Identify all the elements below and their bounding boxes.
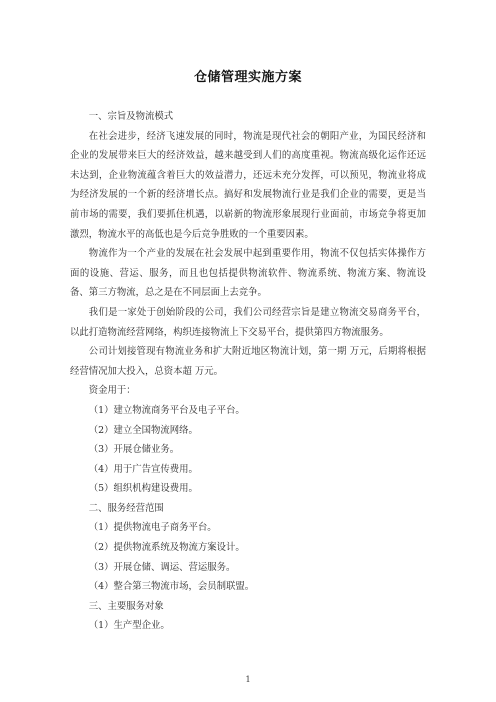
funds-item-1: （1）建立物流商务平台及电子平台。	[88, 404, 245, 416]
funds-item-2: （2）建立全国物流网络。	[88, 424, 198, 436]
paragraph-2: 物流作为一个产业的发展在社会发展中起到重要作用，物流不仅包括实体操作方面的设施、营运、服务，而且也包括提供物流软件、物流系统、物流方案、物流设备、第三方物流，总之是在不同层面上去竞争。	[70, 248, 426, 299]
section-heading-3: 三、主要服务对象	[88, 600, 164, 612]
document-title: 仓储管理实施方案	[193, 70, 302, 85]
section-heading-1: 一、宗旨及物流模式	[88, 111, 174, 122]
funds-item-5: （5）组织机构建设费用。	[88, 483, 198, 495]
scope-item-3: （3）开展仓储、调运、营运服务。	[88, 561, 236, 573]
page-number: 1	[245, 675, 251, 684]
paragraph-1: 在社会进步，经济飞速发展的同时，物流是现代社会的朝阳产业，为国民经济和企业的发展带来巨大的经济效益，越来越受到人们的高度重视。物流高级化运作还远未达到，企业物流蕴含着巨大的效益潜力，还远未充分发挥，可以预见，物流业将成为经济发展的一个新的经济增长点。搞好和发展物流行业是我们企业的需要，更是当前市场的需要，我们要抓住机遇，以崭新的物流形象展现行业面前，市场竞争将更加激烈，物流水平的高低也是今后竞争胜败的一个重要因素。	[70, 130, 426, 240]
funds-heading: 资金用于：	[88, 385, 136, 397]
document-body	[70, 107, 426, 636]
funds-item-4: （4）用于广告宣传费用。	[88, 463, 198, 475]
scope-item-1: （1）提供物流电子商务平台。	[88, 522, 217, 534]
paragraph-3: 我们是一家处于创始阶段的公司，我们公司经营宗旨是建立物流交易商务平台，以此打造物流经营网络，构织连接物流上下交易平台，提供第四方物流服务。	[70, 306, 426, 338]
target-item-1: （1）生产型企业。	[88, 620, 170, 632]
funds-item-3: （3）开展仓储业务。	[88, 444, 180, 456]
section-heading-2: 二、服务经营范围	[88, 502, 164, 514]
paragraph-4: 公司计划接管现有物流业务和扩大附近地区物流计划，第一期 万元，后期将根据经营情况加大投入，总资本超 万元。	[70, 346, 426, 377]
scope-item-2: （2）提供物流系统及物流方案设计。	[88, 542, 245, 554]
scope-item-4: （4）整合第三物流市场，会员制联盟。	[88, 581, 255, 593]
